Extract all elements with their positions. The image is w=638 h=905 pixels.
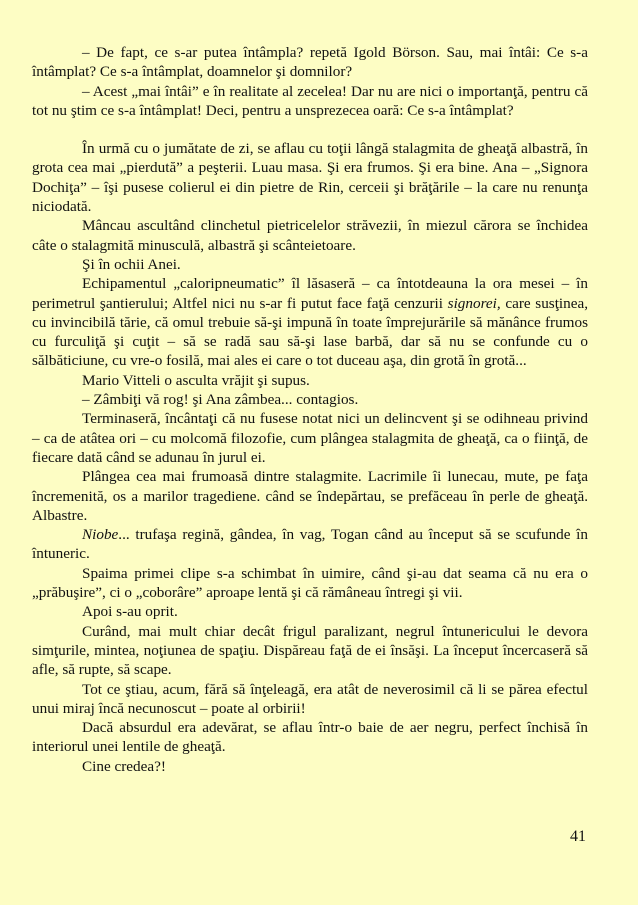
- paragraph: [32, 525, 588, 564]
- paragraph: În urmă cu o jumătate de zi, se aflau cu toţii lângă stalagmita de gheaţă albastră, în grota cea mai „pierdută” a peşterii. Luau masa. Şi era frumos. Şi era bine. Ana – „Signora Dochiţa” – îşi pusese colierul ei din pietre de Rin, cerceii şi brăţările – la care nu renunţa niciodată.: [32, 140, 588, 216]
- paragraph: Dacă absurdul era adevărat, se aflau într-o baie de aer negru, perfect închisă în interiorul unei lentile de gheaţă.: [32, 719, 588, 756]
- paragraph-text: Echipamentul „caloripneumatic” îl lăsaseră – ca întotdeauna la ora mesei – în perimetrul şantierului; Altfel nici nu s-ar fi putut face faţă cenzurii: [32, 275, 588, 312]
- paragraph: Şi în ochii Anei.: [82, 255, 181, 273]
- italic-word: signorei,: [447, 294, 501, 312]
- italic-word: Niobe: [82, 526, 119, 544]
- page-number: 41: [570, 828, 586, 845]
- paragraph-text: care susţinea, cu invincibilă tărie, că omul trebuie să-şi impună în toate împrejurările să mănânce frumos cu furculiţă şi cuţit – să se radă sau să-şi lase barbă, dar să nu se confunde cu o sălbăticiune, cu vre-o fosilă, mai ales ei care o tot duceau aşa, din grotă în grotă...: [32, 294, 589, 370]
- paragraph: – Zâmbiţi vă rog! şi Ana zâmbea... contagios.: [82, 391, 359, 409]
- paragraph: Spaima primei clipe s-a schimbat în uimire, când şi-au dat seama că nu era o „prăbuşire”, ci o „coborâre” aproape lentă şi că rămâneau întregi şi vii.: [32, 564, 588, 602]
- paragraph: Mario Vitteli o asculta vrăjit şi supus.: [82, 371, 310, 389]
- paragraph: – Acest „mai întâi” e în realitate al zecelea! Dar nu are nici o importanţă, pentru că tot nu ştim ce s-a întâmplat! Deci, pentru a unsprezecea oară: Ce s-a întâmplat?: [32, 82, 588, 119]
- paragraph: Terminaseră, încântaţi că nu fusese notat nici un delincvent şi se odihneau privind – ca de atâtea ori – cu molcomă filozofie, cum plângea stalagmita de gheaţă, ca o fiinţă, de fiecare dată când se adunau în jurul ei.: [32, 410, 588, 466]
- paragraph: Apoi s-au oprit.: [82, 603, 178, 621]
- paragraph: Cine credea?!: [82, 757, 166, 775]
- paragraph: – De fapt, ce s-ar putea întâmpla? repetă Igold Börson. Sau, mai întâi: Ce s-a întâmplat? Ce s-a întâmplat, doamnelor şi domnilor?: [32, 44, 588, 81]
- paragraph: [32, 274, 588, 370]
- paragraph-text: ... trufaşa regină, gândea, în vag, Togan când au început să se scufunde în întuneric.: [32, 526, 588, 563]
- paragraph: Plângea cea mai frumoasă dintre stalagmite. Lacrimile îi lunecau, mute, pe faţa încremenită, os a marilor tragediene. când se îndepărtau, se prefăceau în perle de gheaţă. Albastre.: [32, 468, 588, 524]
- paragraph: Tot ce ştiau, acum, fără să înţeleagă, era atât de neverosimil că li se părea efectul unui miraj încă necunoscut – poate al orbirii!: [32, 680, 588, 717]
- page-body: [32, 43, 588, 776]
- paragraph: Curând, mai mult chiar decât frigul paralizant, negrul întunericului le devora simţurile, mintea, noţiunea de spaţiu. Dispăreau faţă de ei însăşi. La început încercaseră să afle, să rupte, să scape.: [32, 622, 588, 679]
- paragraph: Mâncau ascultând clinchetul pietricelelor străvezii, în miezul cărora se închidea câte o stalagmită minusculă, albastră şi scânteietoare.: [32, 217, 588, 254]
